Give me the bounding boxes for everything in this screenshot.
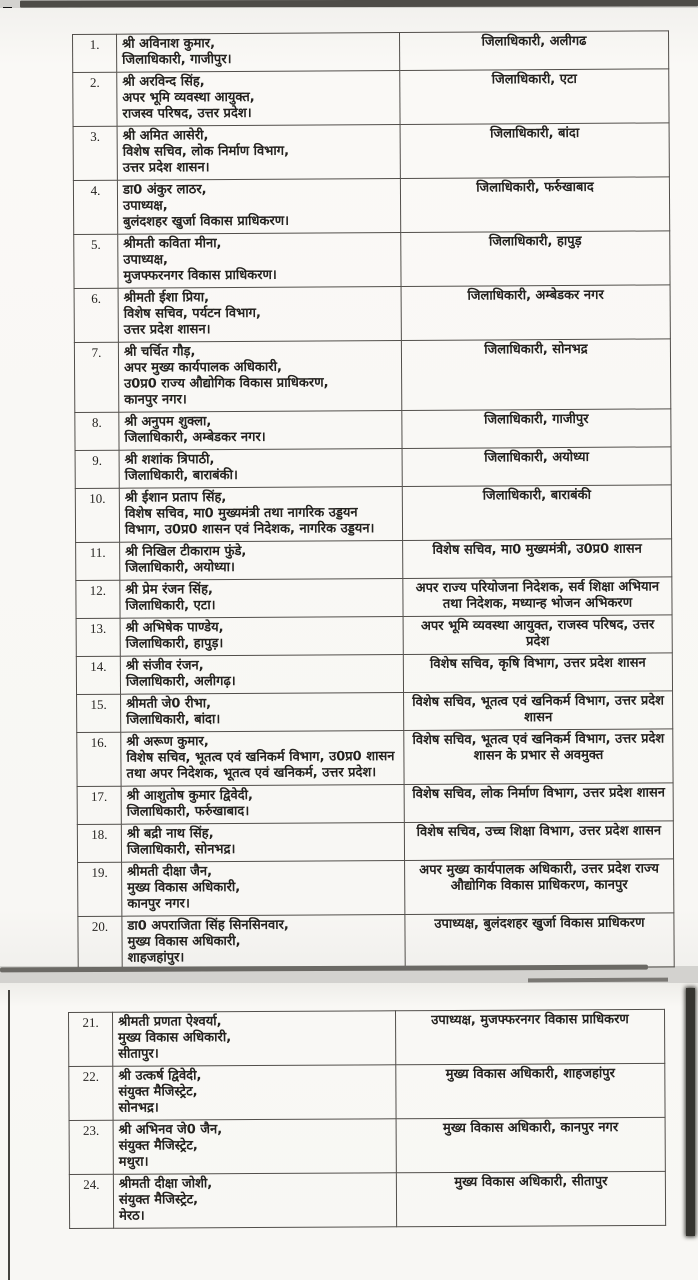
new-posting-cell: मुख्य विकास अधिकारी, शाहजहांपुर bbox=[396, 1063, 665, 1118]
officer-current-post-cell bbox=[113, 1065, 396, 1120]
serial-cell: 5. bbox=[74, 234, 118, 288]
table-row bbox=[73, 31, 669, 73]
table-row bbox=[69, 1117, 665, 1174]
table-row bbox=[77, 821, 673, 863]
serial-cell: 12. bbox=[76, 580, 120, 618]
officer-detail-line: संयुक्त मैजिस्ट्रेट, bbox=[118, 1192, 199, 1208]
officer-detail-line: श्री अरविन्द सिंह, bbox=[122, 74, 205, 90]
table-row bbox=[69, 1063, 665, 1120]
scan-right-edge bbox=[686, 988, 695, 1236]
table-row bbox=[76, 577, 672, 619]
table-row bbox=[77, 729, 673, 787]
officer-current-post-cell bbox=[121, 730, 404, 786]
officer-detail-line: श्रीमती कविता मीना, bbox=[123, 236, 222, 252]
officer-detail-line: मुख्य विकास अधिकारी, bbox=[127, 879, 241, 896]
new-posting-cell: जिलाधिकारी, एटा bbox=[400, 69, 669, 125]
officer-current-post-cell bbox=[113, 1173, 396, 1228]
officer-detail-line: संयुक्त मैजिस्ट्रेट, bbox=[118, 1138, 198, 1154]
new-posting-cell: विशेष सचिव, भूतत्व एवं खनिकर्म विभाग, उत्तर प्रदेश शासन bbox=[404, 691, 673, 731]
officer-detail-line: मुख्य विकास अधिकारी, bbox=[127, 933, 241, 950]
officer-detail-line: तथा अपर निदेशक, भूतत्व एवं खनिकर्म, उत्तर प्रदेश। bbox=[126, 765, 377, 782]
officer-detail-line: जिलाधिकारी, एटा। bbox=[125, 598, 216, 614]
officer-detail-line: जिलाधिकारी, हापुड़। bbox=[125, 636, 224, 652]
serial-cell: 17. bbox=[77, 786, 121, 824]
officer-detail-line: विशेष सचिव, मा0 मुख्यमंत्री तथा नागरिक उड्डयन bbox=[124, 505, 358, 522]
officer-detail-line: विभाग, उ0प्र0 शासन एवं निदेशक, नागरिक उड्डयन। bbox=[124, 521, 375, 538]
officer-current-post-cell bbox=[121, 784, 404, 824]
officer-detail-line: श्री प्रेम रंजन सिंह, bbox=[125, 582, 213, 598]
table-row bbox=[78, 913, 674, 971]
officer-detail-line: श्री चर्चित गौड़, bbox=[123, 344, 196, 360]
serial-cell: 15. bbox=[77, 694, 121, 732]
officer-detail-line: मथुरा। bbox=[118, 1154, 149, 1170]
officer-detail-line: जिलाधिकारी, सोनभद्र। bbox=[126, 842, 236, 858]
new-posting-cell: जिलाधिकारी, फर्रुखाबाद bbox=[400, 177, 669, 233]
officer-detail-line: जिलाधिकारी, बांदा। bbox=[126, 712, 221, 728]
new-posting-cell: मुख्य विकास अधिकारी, सीतापुर bbox=[396, 1171, 665, 1226]
officer-detail-line: राजस्व परिषद, उत्तर प्रदेश। bbox=[122, 105, 252, 122]
new-posting-cell: विशेष सचिव, उच्च शिक्षा विभाग, उत्तर प्रदेश शासन bbox=[404, 821, 673, 861]
transfer-table-2 bbox=[68, 1009, 666, 1229]
table-row bbox=[77, 783, 673, 825]
table-row bbox=[76, 615, 672, 657]
officer-current-post-cell bbox=[119, 486, 402, 542]
new-posting-cell: मुख्य विकास अधिकारी, कानपुर नगर bbox=[396, 1117, 665, 1172]
table-row bbox=[74, 285, 670, 343]
officer-detail-line: कानपुर नगर। bbox=[127, 896, 190, 912]
serial-cell: 7. bbox=[74, 342, 118, 412]
officer-current-post-cell bbox=[120, 654, 403, 694]
officer-detail-line: श्री संजीव रंजन, bbox=[125, 658, 204, 674]
table-row bbox=[69, 1009, 665, 1066]
page-2 bbox=[0, 983, 698, 1280]
new-posting-cell: अपर भूमि व्यवस्था आयुक्त, राजस्व परिषद, उत्तर प्रदेश bbox=[403, 615, 672, 655]
new-posting-cell: उपाध्यक्ष, बुलंदशहर खुर्जा विकास प्राधिकरण bbox=[405, 913, 674, 969]
table-row bbox=[76, 653, 672, 695]
officer-detail-line: मेरठ। bbox=[119, 1208, 145, 1224]
new-posting-cell: जिलाधिकारी, अलीगढ bbox=[399, 31, 668, 71]
new-posting-cell: जिलाधिकारी, हापुड़ bbox=[401, 231, 670, 287]
serial-cell: 2. bbox=[73, 72, 117, 126]
officer-detail-line: मुख्य विकास अधिकारी, bbox=[118, 1030, 232, 1046]
officer-detail-line: जिलाधिकारी, अयोध्या। bbox=[125, 560, 235, 576]
serial-cell: 6. bbox=[74, 288, 118, 342]
scan-left-edge bbox=[8, 990, 10, 1280]
scan-top-edge bbox=[20, 0, 698, 8]
officer-detail-line: श्री अमित आसेरी, bbox=[122, 128, 209, 144]
officer-detail-line: विशेष सचिव, लोक निर्माण विभाग, bbox=[122, 143, 290, 160]
serial-cell: 23. bbox=[69, 1120, 113, 1174]
officer-detail-line: उपाध्यक्ष, bbox=[123, 252, 169, 268]
officer-detail-line: डा0 अपराजिता सिंह सिनसिनवार, bbox=[127, 917, 289, 934]
table-row bbox=[73, 123, 669, 181]
new-posting-cell: जिलाधिकारी, सोनभद्र bbox=[401, 339, 670, 411]
serial-cell: 9. bbox=[75, 450, 119, 488]
page-seam-right bbox=[528, 978, 668, 983]
table-row bbox=[74, 231, 670, 289]
officer-detail-line: श्रीमती प्रणता ऐश्वर्या, bbox=[118, 1014, 222, 1030]
table-row bbox=[77, 691, 673, 733]
new-posting-cell: अपर मुख्य कार्यपालक अधिकारी, उत्तर प्रदेश राज्य औद्योगिक विकास प्राधिकरण, कानपुर bbox=[405, 859, 674, 915]
table-row bbox=[75, 447, 671, 489]
officer-detail-line: श्री अभिषेक पाण्डेय, bbox=[125, 620, 224, 636]
table-row bbox=[76, 539, 672, 581]
officer-detail-line: बुलंदशहर खुर्जा विकास प्राधिकरण। bbox=[123, 213, 290, 230]
officer-detail-line: जिलाधिकारी, अम्बेडकर नगर। bbox=[124, 429, 266, 446]
serial-cell: 13. bbox=[76, 618, 120, 656]
officer-detail-line: जिलाधिकारी, फर्रुखाबाद। bbox=[126, 803, 250, 820]
officer-current-post-cell bbox=[118, 232, 401, 288]
officer-detail-line: श्री निखिल टीकाराम फुंडे, bbox=[125, 543, 247, 560]
officer-detail-line: श्री अविनाश कुमार, bbox=[122, 36, 216, 52]
officer-detail-line: श्रीमती जे0 रीभा, bbox=[126, 696, 212, 712]
officer-detail-line: श्री उत्कर्ष द्विवेदी, bbox=[118, 1068, 202, 1084]
officer-detail-line: उत्तर प्रदेश शासन। bbox=[123, 322, 211, 338]
new-posting-cell: जिलाधिकारी, गाजीपुर bbox=[402, 409, 671, 449]
officer-detail-line: श्री बद्री नाथ सिंह, bbox=[126, 826, 214, 842]
table-row bbox=[75, 485, 671, 543]
serial-cell: 20. bbox=[78, 916, 122, 970]
officer-detail-line: श्रीमती दीक्षा जोशी, bbox=[118, 1176, 213, 1192]
new-posting-cell: उपाध्यक्ष, मुजफ्फरनगर विकास प्राधिकरण bbox=[395, 1009, 664, 1064]
transfer-table-1 bbox=[72, 30, 675, 971]
new-posting-cell: विशेष सचिव, कृषि विभाग, उत्तर प्रदेश शासन bbox=[403, 653, 672, 693]
officer-current-post-cell bbox=[121, 692, 404, 732]
new-posting-cell: विशेष सचिव, मा0 मुख्यमंत्री, उ0प्र0 शासन bbox=[403, 539, 672, 579]
officer-detail-line: डा0 अंकुर लाठर, bbox=[122, 182, 207, 198]
new-posting-cell: जिलाधिकारी, अम्बेडकर नगर bbox=[401, 285, 670, 341]
officer-detail-line: श्री अरूण कुमार, bbox=[126, 734, 209, 750]
officer-detail-line: जिलाधिकारी, बाराबंकी। bbox=[124, 467, 238, 484]
officer-current-post-cell bbox=[117, 70, 400, 126]
serial-cell: 16. bbox=[77, 732, 121, 786]
officer-current-post-cell bbox=[120, 578, 403, 618]
officer-detail-line: उ0प्र0 राज्य औद्योगिक विकास प्राधिकरण, bbox=[124, 375, 329, 392]
table-row bbox=[74, 339, 670, 413]
table-row bbox=[78, 859, 674, 917]
serial-cell: 3. bbox=[73, 126, 117, 180]
officer-detail-line: अपर मुख्य कार्यपालक अधिकारी, bbox=[123, 359, 282, 376]
table-row bbox=[73, 177, 669, 235]
officer-detail-line: उपाध्यक्ष, bbox=[123, 198, 168, 214]
serial-cell: 22. bbox=[69, 1066, 113, 1120]
serial-cell: 4. bbox=[73, 180, 117, 234]
new-posting-cell: जिलाधिकारी, बाराबंकी bbox=[402, 485, 671, 541]
officer-detail-line: जिलाधिकारी, गाजीपुर। bbox=[122, 52, 232, 68]
officer-detail-line: संयुक्त मैजिस्ट्रेट, bbox=[118, 1084, 198, 1100]
new-posting-cell: विशेष सचिव, लोक निर्माण विभाग, उत्तर प्रदेश शासन bbox=[404, 783, 673, 823]
officer-current-post-cell bbox=[119, 410, 402, 450]
table-row bbox=[73, 69, 669, 127]
officer-detail-line: अपर भूमि व्यवस्था आयुक्त, bbox=[122, 89, 255, 106]
serial-cell: 24. bbox=[69, 1174, 113, 1228]
serial-cell: 18. bbox=[77, 824, 121, 862]
officer-detail-line: जिलाधिकारी, अलीगढ़। bbox=[125, 674, 236, 690]
officer-current-post-cell bbox=[119, 448, 402, 488]
officer-detail-line: सीतापुर। bbox=[118, 1046, 159, 1062]
serial-cell: 10. bbox=[75, 488, 119, 542]
new-posting-cell: विशेष सचिव, भूतत्व एवं खनिकर्म विभाग, उत्तर प्रदेश शासन के प्रभार से अवमुक्त bbox=[404, 729, 673, 785]
new-posting-cell: जिलाधिकारी, अयोध्या bbox=[402, 447, 671, 487]
serial-cell: 8. bbox=[75, 412, 119, 450]
officer-current-post-cell bbox=[113, 1119, 396, 1174]
officer-current-post-cell bbox=[118, 340, 401, 412]
page-1 bbox=[0, 8, 698, 966]
serial-cell: 11. bbox=[76, 542, 120, 580]
officer-detail-line: श्री अनुपम शुक्ला, bbox=[124, 414, 212, 430]
officer-current-post-cell bbox=[117, 178, 400, 234]
officer-current-post-cell bbox=[118, 286, 401, 342]
officer-detail-line: श्रीमती ईशा प्रिया, bbox=[123, 290, 210, 306]
serial-cell: 21. bbox=[69, 1012, 113, 1066]
new-posting-cell: अपर राज्य परियोजना निदेशक, सर्व शिक्षा अभियान तथा निदेशक, मध्यान्ह भोजन अभिकरण bbox=[403, 577, 672, 617]
officer-current-post-cell bbox=[120, 616, 403, 656]
officer-detail-line: श्री अभिनव जे0 जैन, bbox=[118, 1122, 223, 1138]
officer-detail-line: विशेष सचिव, भूतत्व एवं खनिकर्म विभाग, उ0प्र0 शासन bbox=[126, 749, 395, 766]
officer-detail-line: सोनभद्र। bbox=[118, 1100, 159, 1116]
officer-current-post-cell bbox=[117, 124, 400, 180]
officer-detail-line: शाहजहांपुर। bbox=[127, 950, 185, 966]
officer-current-post-cell bbox=[122, 914, 405, 970]
officer-detail-line: विशेष सचिव, पर्यटन विभाग, bbox=[123, 305, 261, 322]
officer-detail-line: कानपुर नगर। bbox=[124, 392, 187, 408]
officer-detail-line: श्री ईशान प्रताप सिंह, bbox=[124, 490, 227, 506]
officer-current-post-cell bbox=[121, 822, 404, 862]
serial-cell: 1. bbox=[73, 34, 117, 72]
new-posting-cell: जिलाधिकारी, बांदा bbox=[400, 123, 669, 179]
officer-current-post-cell bbox=[113, 1011, 396, 1066]
officer-detail-line: श्रीमती दीक्षा जैन, bbox=[127, 864, 213, 880]
officer-current-post-cell bbox=[122, 860, 405, 916]
table-row bbox=[75, 409, 671, 451]
officer-detail-line: मुजफ्फरनगर विकास प्राधिकरण। bbox=[123, 267, 277, 284]
serial-cell: 19. bbox=[78, 862, 122, 916]
officer-detail-line: उत्तर प्रदेश शासन। bbox=[122, 160, 210, 176]
officer-current-post-cell bbox=[120, 540, 403, 580]
serial-cell: 14. bbox=[76, 656, 120, 694]
table-row bbox=[69, 1171, 665, 1228]
officer-current-post-cell bbox=[117, 32, 400, 72]
officer-detail-line: श्री शशांक त्रिपाठी, bbox=[124, 452, 215, 468]
officer-detail-line: श्री आशुतोष कुमार द्विवेदी, bbox=[126, 787, 253, 804]
